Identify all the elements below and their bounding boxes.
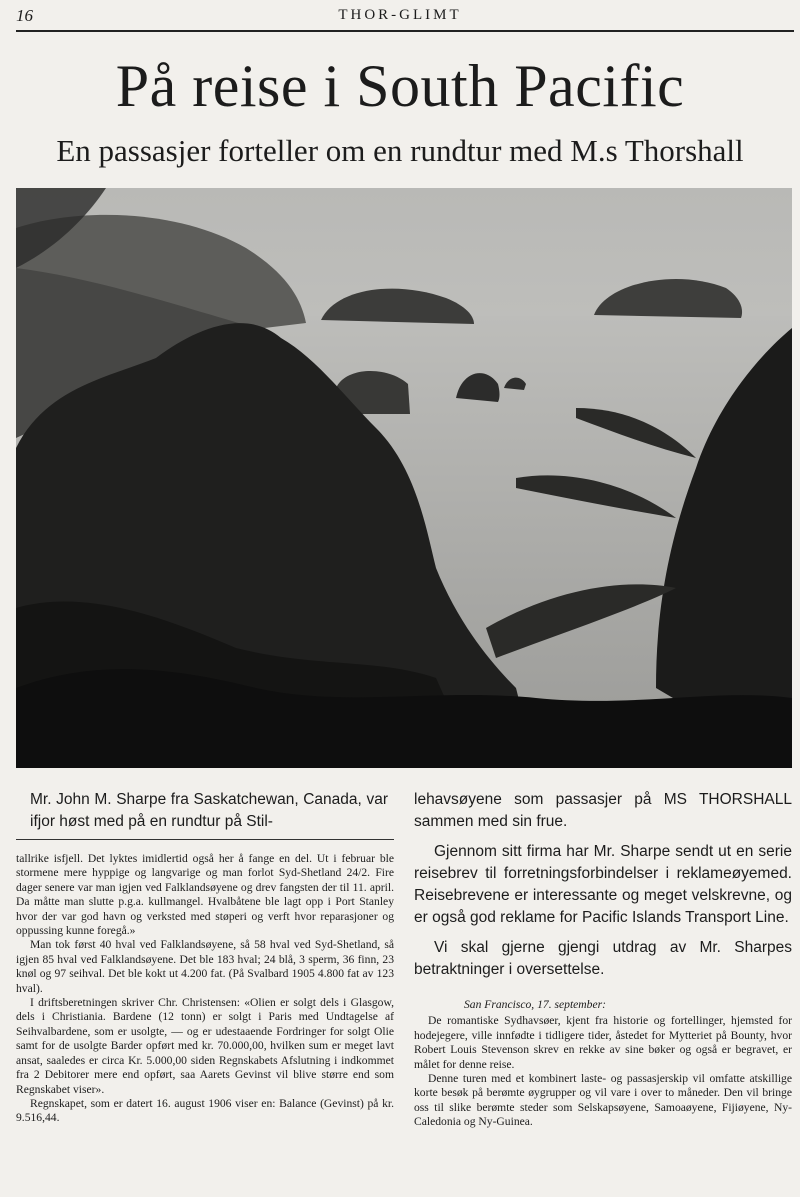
article-title: På reise i South Pacific <box>115 53 685 119</box>
right-column <box>414 998 792 1130</box>
article-subtitle: En passasjer forteller om en rundtur med M.s Thorshall <box>56 133 744 168</box>
tropical-bay-photo <box>16 188 792 768</box>
header-rule <box>16 30 794 32</box>
body-paragraph: Denne turen med et kombinert laste- og passasjerskip vil omfatte atskillige korte besøk på berømte øygrupper og vil vare i over to måneder. Den vil bringe oss til slike berømte steder som Selskapsøyene, Samoaøyene, Fijiøyene, Ny-Caledonia og Ny-Guinea. <box>414 1072 792 1129</box>
page-header <box>0 0 800 34</box>
dateline: San Francisco, 17. september: <box>464 998 606 1011</box>
lead-paragraph: Gjennom sitt firma har Mr. Sharpe sendt ut en serie reisebrev til forretningsforbindelser i reklameøyemed. Reisebrevene er interessante og meget velskrevne, og er også god reklame for Pacific Islands Transport Line. <box>414 843 792 926</box>
lead-right <box>414 789 792 989</box>
lead-paragraph: lehavsøyene som passasjer på MS THORSHALL sammen med sin frue. <box>414 791 792 830</box>
body-paragraph: tallrike isfjell. Det lyktes imidlertid også her å fange en del. Ut i februar ble stormene mere hyppige og langvarige og man forlot Syd-Shetland 24/2. Fire dager senere var man igjen ved Falklandsøyene og drev fangsten der til 11. april. Da måtte man slutte p.g.a. kullmangel. Hvalbåtene ble lagt opp i Port Stanley hvor der var god havn og verksted med støperi og verft hvor reparasjoner og oppussing kunne foregå.» <box>16 852 394 938</box>
lead-paragraph: Vi skal gjerne gjengi utdrag av Mr. Sharpes betraktninger i oversettelse. <box>414 939 792 978</box>
body-paragraph: Man tok først 40 hval ved Falklandsøyene, så 58 hval ved Syd-Shetland, så igjen 85 hval ved Falklandsøyene. Det ble 183 hval; 24 blå, 3 sperm, 36 finn, 23 knøl og 97 seihval. Det ble kokt ut 4.200 fat. (På Svalbard 1905 4.800 fat av 123 hval). <box>16 938 394 995</box>
running-head: THOR-GLIMT <box>338 7 462 23</box>
column-divider <box>16 839 394 840</box>
body-paragraph: Regnskapet, som er datert 16. august 1906 viser en: Balance (Gevinst) på kr. 9.516,44. <box>16 1096 394 1125</box>
page-number: 16 <box>16 6 33 25</box>
body-paragraph: I driftsberetningen skriver Chr. Christensen: «Olien er solgt dels i Glasgow, dels i Christiania. Bardene (12 tonn) er solgt i Paris med Undtagelse af Seihvalbardene, som er usolgte, — og er udestaaende Fordringer for solgt Olie samt for de usolgte Barder opført med kr. 70.000,00, hvilken sum er meget lavt ansat, saaledes er circa Kr. 5.000,00 siden Regnskabets Afslutning i indkommet fra 2 Debitorer mere end opført, saa Aarets Gevinst vil blive større end som Regnskabet viser». <box>16 996 394 1096</box>
left-column <box>16 852 394 1126</box>
lead-left: Mr. John M. Sharpe fra Saskatchewan, Canada, var ifjor høst med på en rundtur på Stil- <box>30 791 388 830</box>
body-paragraph: De romantiske Sydhavsøer, kjent fra historie og fortellinger, hjemsted for hodejegere, ville innfødte i tidligere tider, åstedet for Mytteriet på Bounty, hvor Robert Louis Stevenson skrev en rekke av sine bøker og også er begravet, er målet for denne reise. <box>414 1014 792 1071</box>
